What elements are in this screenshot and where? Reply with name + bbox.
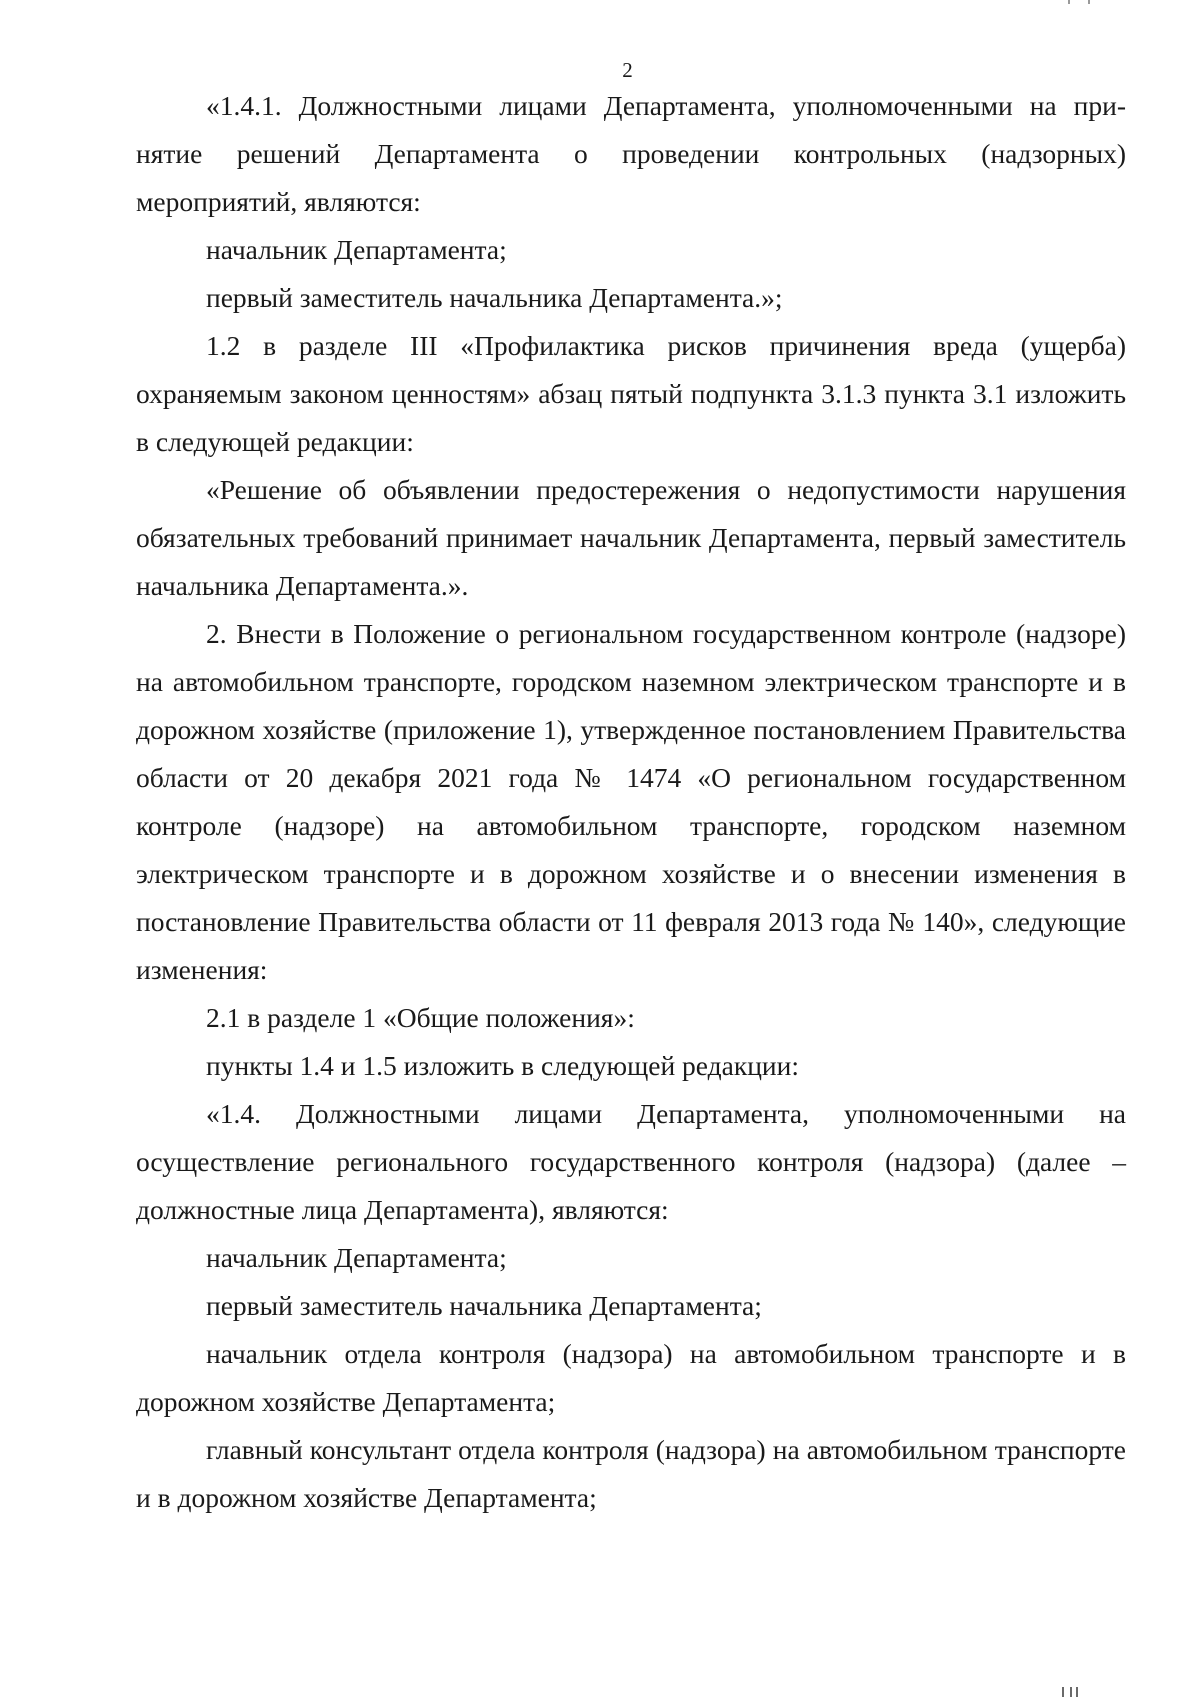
scan-mark [1076,1687,1078,1697]
scan-mark [1062,1687,1064,1697]
page-number: 2 [622,58,633,82]
scan-mark [1088,0,1090,4]
paragraph: 2. Внести в Положение о региональном государственном контроле (надзоре) на автомобильном транспорте, городском наземном электрическом транспорте и в дорожном хозяйстве (приложение 1), утвержденное постановлением Правительства области от 20 декабря 2021 года № 1474 «О региональном государственном контроле (надзоре) на автомобильном транспорте, городском наземном электрическом транспорте и в дорожном хозяйстве и о внесении изменения в постановление Правительства области от 11 февраля 2013 года № 140», следующие изменения: [136,618,1126,985]
paragraph: начальник Департамента; [206,1242,507,1273]
paragraph: главный консультант отдела контроля (надзора) на автомобильном транспорте и в дорожном хозяйстве Департамента; [136,1434,1126,1513]
paragraph: 2.1 в разделе 1 «Общие положения»: [206,1002,635,1033]
paragraph: пункты 1.4 и 1.5 изложить в следующей редакции: [206,1050,799,1081]
paragraph: начальник отдела контроля (надзора) на автомобильном транспорте и в дорожном хозяйстве Департамента; [136,1338,1126,1417]
scan-mark [1070,1687,1072,1697]
paragraph: первый заместитель начальника Департамента.»; [206,282,783,313]
scan-mark [1068,0,1070,4]
paragraph: 1.2 в разделе III «Профилактика рисков причинения вреда (ущерба) охраняемым законом ценностям» абзац пятый подпункта 3.1.3 пункта 3.1 изложить в следующей редакции: [136,330,1126,457]
paragraph: первый заместитель начальника Департамента; [206,1290,762,1321]
paragraph: начальник Департамента; [206,234,507,265]
paragraph: «1.4. Должностными лицами Департамента, уполномоченными на осуществление регионального государственного контроля (надзора) (далее – должностные лица Департамента), являются: [136,1098,1126,1225]
paragraph: «1.4.1. Должностными лицами Департамента, уполномоченными на при-нятие решений Департамента о проведении контрольных (надзорных) мероприятий, являются: [136,90,1126,217]
paragraph: «Решение об объявлении предостережения о недопустимости нарушения обязательных требований принимает начальник Департамента, первый заместитель начальника Департамента.». [136,474,1126,601]
document-body [136,82,1126,1522]
